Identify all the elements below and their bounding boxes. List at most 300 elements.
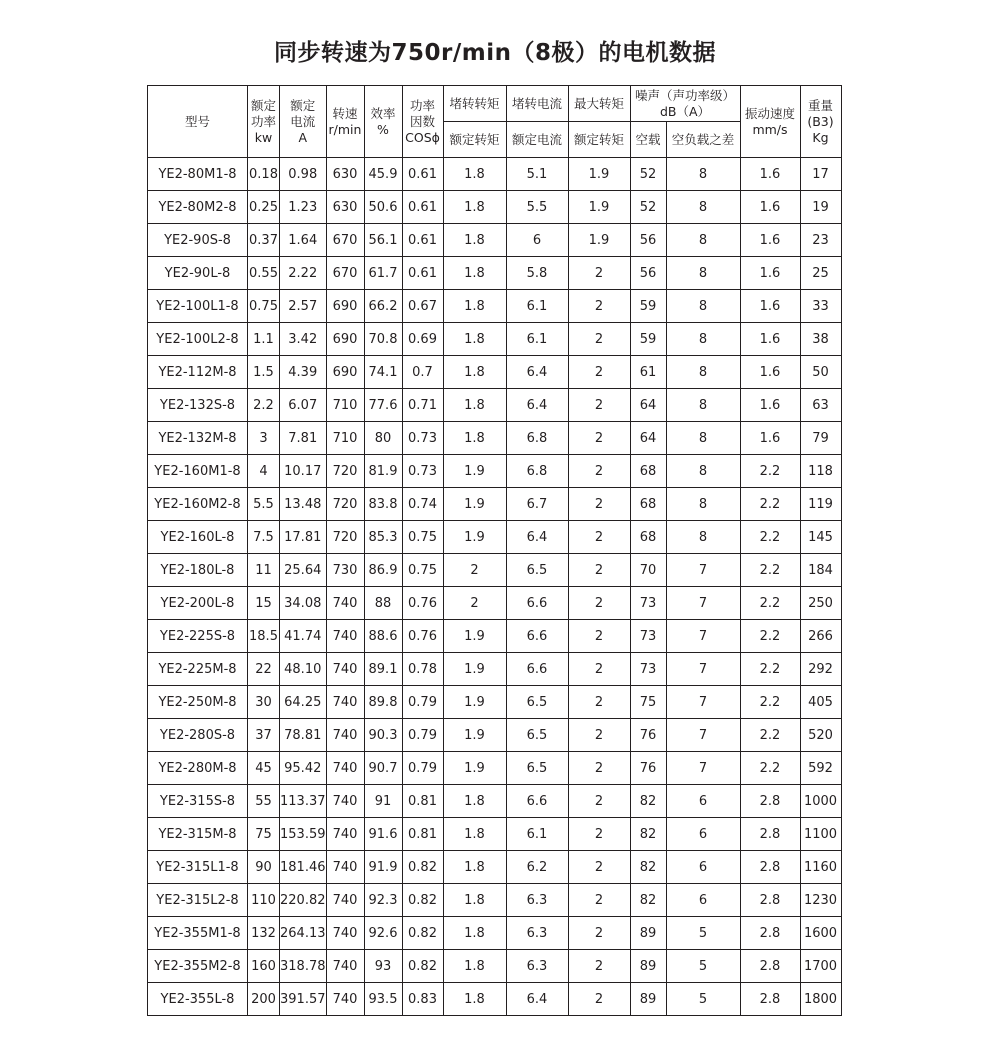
cell-rated-power: 37: [248, 719, 280, 752]
cell-model: YE2-160L-8: [148, 521, 248, 554]
cell-noise-noload: 82: [630, 818, 666, 851]
cell-max-torque-ratio: 2: [568, 719, 630, 752]
cell-weight: 1160: [800, 851, 841, 884]
cell-rated-power: 0.25: [248, 191, 280, 224]
cell-weight: 1700: [800, 950, 841, 983]
cell-efficiency: 86.9: [364, 554, 402, 587]
cell-efficiency: 93: [364, 950, 402, 983]
cell-noise-diff: 6: [666, 818, 740, 851]
cell-locked-torque-ratio: 1.8: [443, 191, 506, 224]
cell-model: YE2-280S-8: [148, 719, 248, 752]
cell-noise-diff: 8: [666, 323, 740, 356]
cell-weight: 33: [800, 290, 841, 323]
cell-vibration: 2.2: [740, 653, 800, 686]
cell-speed: 710: [326, 422, 364, 455]
cell-max-torque-ratio: 2: [568, 785, 630, 818]
cell-efficiency: 89.1: [364, 653, 402, 686]
cell-locked-torque-ratio: 1.9: [443, 752, 506, 785]
table-row: [148, 389, 842, 422]
cell-max-torque-ratio: 2: [568, 950, 630, 983]
cell-speed: 720: [326, 488, 364, 521]
cell-locked-torque-ratio: 1.8: [443, 851, 506, 884]
cell-weight: 25: [800, 257, 841, 290]
cell-noise-noload: 68: [630, 455, 666, 488]
cell-rated-power: 0.18: [248, 158, 280, 191]
cell-noise-diff: 5: [666, 983, 740, 1016]
cell-speed: 740: [326, 719, 364, 752]
cell-locked-torque-ratio: 1.8: [443, 422, 506, 455]
table-row: [148, 917, 842, 950]
cell-locked-current-ratio: 6.5: [506, 554, 568, 587]
cell-rated-current: 64.25: [280, 686, 327, 719]
cell-rated-current: 17.81: [280, 521, 327, 554]
cell-rated-current: 25.64: [280, 554, 327, 587]
header-weight: 重量 (B3) Kg: [800, 86, 841, 158]
cell-speed: 740: [326, 653, 364, 686]
cell-efficiency: 90.7: [364, 752, 402, 785]
cell-power-factor: 0.82: [402, 917, 443, 950]
cell-vibration: 2.2: [740, 455, 800, 488]
cell-power-factor: 0.82: [402, 884, 443, 917]
header-efficiency: 效率 %: [364, 86, 402, 158]
cell-weight: 250: [800, 587, 841, 620]
cell-weight: 1600: [800, 917, 841, 950]
cell-noise-diff: 6: [666, 884, 740, 917]
header-noise-noload: 空载: [630, 122, 666, 158]
header-locked-current-sub: 额定电流: [506, 122, 568, 158]
cell-speed: 740: [326, 884, 364, 917]
cell-efficiency: 88.6: [364, 620, 402, 653]
cell-power-factor: 0.75: [402, 554, 443, 587]
cell-rated-current: 391.57: [280, 983, 327, 1016]
cell-speed: 670: [326, 224, 364, 257]
cell-locked-torque-ratio: 1.9: [443, 719, 506, 752]
cell-speed: 740: [326, 752, 364, 785]
cell-power-factor: 0.76: [402, 620, 443, 653]
cell-efficiency: 81.9: [364, 455, 402, 488]
table-row: [148, 422, 842, 455]
cell-power-factor: 0.83: [402, 983, 443, 1016]
cell-vibration: 2.2: [740, 686, 800, 719]
cell-max-torque-ratio: 2: [568, 620, 630, 653]
table-row: [148, 752, 842, 785]
header-max-torque: 最大转矩: [568, 86, 630, 122]
table-row: [148, 191, 842, 224]
cell-max-torque-ratio: 2: [568, 389, 630, 422]
cell-locked-current-ratio: 6.1: [506, 818, 568, 851]
cell-rated-power: 0.75: [248, 290, 280, 323]
cell-rated-current: 1.23: [280, 191, 327, 224]
cell-model: YE2-100L2-8: [148, 323, 248, 356]
cell-model: YE2-132S-8: [148, 389, 248, 422]
table-row: [148, 290, 842, 323]
cell-rated-power: 160: [248, 950, 280, 983]
cell-speed: 690: [326, 290, 364, 323]
cell-locked-current-ratio: 6.8: [506, 455, 568, 488]
table-row: [148, 356, 842, 389]
cell-locked-torque-ratio: 1.8: [443, 818, 506, 851]
cell-noise-noload: 61: [630, 356, 666, 389]
cell-vibration: 2.2: [740, 587, 800, 620]
cell-max-torque-ratio: 2: [568, 257, 630, 290]
cell-rated-current: 7.81: [280, 422, 327, 455]
cell-weight: 184: [800, 554, 841, 587]
cell-noise-diff: 7: [666, 686, 740, 719]
cell-speed: 630: [326, 191, 364, 224]
cell-power-factor: 0.67: [402, 290, 443, 323]
cell-power-factor: 0.81: [402, 785, 443, 818]
cell-rated-current: 2.57: [280, 290, 327, 323]
cell-power-factor: 0.71: [402, 389, 443, 422]
header-locked-torque-sub: 额定转矩: [443, 122, 506, 158]
cell-vibration: 2.8: [740, 818, 800, 851]
cell-vibration: 2.2: [740, 488, 800, 521]
cell-weight: 118: [800, 455, 841, 488]
cell-rated-current: 1.64: [280, 224, 327, 257]
cell-rated-power: 3: [248, 422, 280, 455]
cell-efficiency: 89.8: [364, 686, 402, 719]
cell-locked-torque-ratio: 1.9: [443, 488, 506, 521]
cell-rated-power: 15: [248, 587, 280, 620]
cell-power-factor: 0.82: [402, 950, 443, 983]
cell-rated-power: 30: [248, 686, 280, 719]
cell-power-factor: 0.74: [402, 488, 443, 521]
cell-locked-torque-ratio: 1.8: [443, 158, 506, 191]
cell-rated-power: 110: [248, 884, 280, 917]
cell-rated-power: 2.2: [248, 389, 280, 422]
table-row: [148, 488, 842, 521]
cell-max-torque-ratio: 2: [568, 455, 630, 488]
table-row: [148, 818, 842, 851]
cell-weight: 1000: [800, 785, 841, 818]
cell-vibration: 1.6: [740, 323, 800, 356]
cell-power-factor: 0.73: [402, 455, 443, 488]
cell-efficiency: 91: [364, 785, 402, 818]
cell-power-factor: 0.76: [402, 587, 443, 620]
cell-power-factor: 0.82: [402, 851, 443, 884]
cell-vibration: 2.8: [740, 917, 800, 950]
table-header: [148, 86, 842, 158]
cell-rated-current: 95.42: [280, 752, 327, 785]
cell-model: YE2-160M2-8: [148, 488, 248, 521]
header-noise-diff: 空负载之差: [666, 122, 740, 158]
cell-rated-current: 41.74: [280, 620, 327, 653]
cell-speed: 690: [326, 323, 364, 356]
cell-rated-power: 4: [248, 455, 280, 488]
cell-efficiency: 91.9: [364, 851, 402, 884]
header-rated-current: 额定 电流 A: [280, 86, 327, 158]
cell-locked-torque-ratio: 1.9: [443, 455, 506, 488]
cell-rated-power: 90: [248, 851, 280, 884]
cell-locked-torque-ratio: 1.8: [443, 917, 506, 950]
cell-noise-noload: 89: [630, 950, 666, 983]
cell-locked-current-ratio: 6.4: [506, 356, 568, 389]
table-row: [148, 785, 842, 818]
cell-rated-power: 5.5: [248, 488, 280, 521]
cell-locked-current-ratio: 6.6: [506, 653, 568, 686]
table-row: [148, 158, 842, 191]
cell-weight: 520: [800, 719, 841, 752]
cell-speed: 740: [326, 983, 364, 1016]
cell-weight: 266: [800, 620, 841, 653]
cell-noise-diff: 5: [666, 917, 740, 950]
cell-max-torque-ratio: 1.9: [568, 191, 630, 224]
cell-vibration: 2.8: [740, 950, 800, 983]
cell-noise-noload: 76: [630, 752, 666, 785]
cell-model: YE2-355M2-8: [148, 950, 248, 983]
cell-locked-torque-ratio: 1.9: [443, 653, 506, 686]
cell-noise-diff: 7: [666, 620, 740, 653]
cell-noise-diff: 8: [666, 356, 740, 389]
cell-model: YE2-250M-8: [148, 686, 248, 719]
cell-locked-current-ratio: 6.4: [506, 389, 568, 422]
cell-power-factor: 0.79: [402, 686, 443, 719]
cell-power-factor: 0.81: [402, 818, 443, 851]
cell-vibration: 1.6: [740, 191, 800, 224]
cell-locked-torque-ratio: 1.8: [443, 785, 506, 818]
cell-noise-noload: 82: [630, 851, 666, 884]
cell-locked-current-ratio: 6.4: [506, 983, 568, 1016]
cell-speed: 740: [326, 686, 364, 719]
table-row: [148, 719, 842, 752]
cell-max-torque-ratio: 2: [568, 851, 630, 884]
header-locked-torque: 堵转转矩: [443, 86, 506, 122]
cell-noise-noload: 73: [630, 587, 666, 620]
cell-speed: 740: [326, 620, 364, 653]
cell-locked-current-ratio: 5.8: [506, 257, 568, 290]
cell-efficiency: 50.6: [364, 191, 402, 224]
cell-max-torque-ratio: 2: [568, 323, 630, 356]
cell-efficiency: 83.8: [364, 488, 402, 521]
table-row: [148, 224, 842, 257]
cell-power-factor: 0.73: [402, 422, 443, 455]
cell-rated-power: 200: [248, 983, 280, 1016]
cell-vibration: 2.2: [740, 521, 800, 554]
cell-model: YE2-315S-8: [148, 785, 248, 818]
cell-power-factor: 0.79: [402, 752, 443, 785]
cell-vibration: 1.6: [740, 356, 800, 389]
cell-max-torque-ratio: 2: [568, 752, 630, 785]
cell-weight: 145: [800, 521, 841, 554]
cell-vibration: 2.8: [740, 785, 800, 818]
header-vibration: 振动速度 mm/s: [740, 86, 800, 158]
cell-speed: 740: [326, 950, 364, 983]
cell-vibration: 1.6: [740, 422, 800, 455]
cell-vibration: 2.2: [740, 752, 800, 785]
cell-locked-current-ratio: 6.6: [506, 620, 568, 653]
cell-locked-torque-ratio: 1.8: [443, 257, 506, 290]
cell-locked-current-ratio: 6.6: [506, 587, 568, 620]
cell-model: YE2-355M1-8: [148, 917, 248, 950]
cell-noise-diff: 8: [666, 521, 740, 554]
cell-weight: 63: [800, 389, 841, 422]
cell-power-factor: 0.7: [402, 356, 443, 389]
table-row: [148, 455, 842, 488]
header-model: 型号: [148, 86, 248, 158]
cell-rated-current: 113.37: [280, 785, 327, 818]
header-locked-current: 堵转电流: [506, 86, 568, 122]
cell-max-torque-ratio: 2: [568, 884, 630, 917]
cell-model: YE2-355L-8: [148, 983, 248, 1016]
cell-model: YE2-315L2-8: [148, 884, 248, 917]
cell-noise-noload: 73: [630, 620, 666, 653]
cell-vibration: 1.6: [740, 257, 800, 290]
cell-locked-torque-ratio: 2: [443, 587, 506, 620]
cell-efficiency: 66.2: [364, 290, 402, 323]
cell-rated-current: 10.17: [280, 455, 327, 488]
cell-locked-torque-ratio: 1.8: [443, 389, 506, 422]
cell-vibration: 2.2: [740, 620, 800, 653]
cell-noise-diff: 7: [666, 653, 740, 686]
cell-noise-diff: 8: [666, 422, 740, 455]
cell-speed: 710: [326, 389, 364, 422]
cell-locked-torque-ratio: 1.9: [443, 620, 506, 653]
cell-noise-diff: 8: [666, 290, 740, 323]
cell-max-torque-ratio: 2: [568, 422, 630, 455]
cell-locked-current-ratio: 6.3: [506, 950, 568, 983]
cell-vibration: 2.8: [740, 884, 800, 917]
cell-power-factor: 0.61: [402, 257, 443, 290]
cell-locked-current-ratio: 6.3: [506, 917, 568, 950]
cell-rated-power: 55: [248, 785, 280, 818]
table-row: [148, 323, 842, 356]
cell-model: YE2-80M2-8: [148, 191, 248, 224]
cell-noise-noload: 89: [630, 917, 666, 950]
cell-speed: 720: [326, 455, 364, 488]
cell-rated-power: 132: [248, 917, 280, 950]
cell-noise-diff: 7: [666, 719, 740, 752]
cell-locked-current-ratio: 6.7: [506, 488, 568, 521]
cell-noise-noload: 73: [630, 653, 666, 686]
cell-locked-current-ratio: 6.5: [506, 686, 568, 719]
cell-noise-diff: 6: [666, 851, 740, 884]
cell-rated-current: 2.22: [280, 257, 327, 290]
header-noise: 噪声（声功率级） dB（A）: [630, 86, 740, 122]
cell-weight: 23: [800, 224, 841, 257]
cell-efficiency: 70.8: [364, 323, 402, 356]
cell-locked-current-ratio: 6.4: [506, 521, 568, 554]
cell-weight: 1230: [800, 884, 841, 917]
cell-power-factor: 0.79: [402, 719, 443, 752]
cell-noise-diff: 8: [666, 257, 740, 290]
cell-efficiency: 77.6: [364, 389, 402, 422]
cell-locked-current-ratio: 6: [506, 224, 568, 257]
cell-model: YE2-225S-8: [148, 620, 248, 653]
cell-locked-torque-ratio: 1.8: [443, 323, 506, 356]
cell-vibration: 1.6: [740, 389, 800, 422]
cell-vibration: 2.2: [740, 719, 800, 752]
table-row: [148, 554, 842, 587]
table-row: [148, 653, 842, 686]
cell-vibration: 2.8: [740, 851, 800, 884]
cell-efficiency: 91.6: [364, 818, 402, 851]
cell-speed: 690: [326, 356, 364, 389]
cell-speed: 740: [326, 818, 364, 851]
cell-noise-noload: 56: [630, 257, 666, 290]
cell-speed: 720: [326, 521, 364, 554]
cell-efficiency: 45.9: [364, 158, 402, 191]
cell-max-torque-ratio: 2: [568, 521, 630, 554]
cell-noise-noload: 70: [630, 554, 666, 587]
table-row: [148, 851, 842, 884]
cell-weight: 1800: [800, 983, 841, 1016]
cell-locked-current-ratio: 6.5: [506, 719, 568, 752]
cell-efficiency: 80: [364, 422, 402, 455]
cell-noise-noload: 64: [630, 389, 666, 422]
cell-vibration: 1.6: [740, 224, 800, 257]
cell-locked-torque-ratio: 1.9: [443, 521, 506, 554]
cell-noise-noload: 52: [630, 158, 666, 191]
cell-weight: 79: [800, 422, 841, 455]
cell-model: YE2-180L-8: [148, 554, 248, 587]
cell-efficiency: 90.3: [364, 719, 402, 752]
header-rated-power: 额定 功率 kw: [248, 86, 280, 158]
table-row: [148, 620, 842, 653]
cell-locked-current-ratio: 6.1: [506, 290, 568, 323]
cell-rated-current: 13.48: [280, 488, 327, 521]
cell-max-torque-ratio: 2: [568, 983, 630, 1016]
cell-rated-current: 6.07: [280, 389, 327, 422]
cell-max-torque-ratio: 2: [568, 917, 630, 950]
cell-locked-current-ratio: 6.8: [506, 422, 568, 455]
cell-noise-noload: 76: [630, 719, 666, 752]
cell-rated-current: 3.42: [280, 323, 327, 356]
cell-power-factor: 0.75: [402, 521, 443, 554]
cell-efficiency: 74.1: [364, 356, 402, 389]
table-row: [148, 587, 842, 620]
cell-noise-diff: 8: [666, 389, 740, 422]
cell-speed: 740: [326, 917, 364, 950]
cell-model: YE2-132M-8: [148, 422, 248, 455]
cell-noise-noload: 59: [630, 323, 666, 356]
cell-model: YE2-100L1-8: [148, 290, 248, 323]
cell-weight: 405: [800, 686, 841, 719]
cell-noise-noload: 68: [630, 521, 666, 554]
cell-rated-current: 181.46: [280, 851, 327, 884]
cell-rated-current: 0.98: [280, 158, 327, 191]
cell-max-torque-ratio: 2: [568, 818, 630, 851]
table-row: [148, 884, 842, 917]
cell-locked-current-ratio: 6.1: [506, 323, 568, 356]
cell-model: YE2-280M-8: [148, 752, 248, 785]
cell-rated-current: 4.39: [280, 356, 327, 389]
cell-noise-noload: 59: [630, 290, 666, 323]
cell-speed: 740: [326, 785, 364, 818]
cell-rated-current: 78.81: [280, 719, 327, 752]
cell-efficiency: 56.1: [364, 224, 402, 257]
cell-efficiency: 93.5: [364, 983, 402, 1016]
cell-locked-torque-ratio: 1.8: [443, 983, 506, 1016]
cell-noise-noload: 82: [630, 884, 666, 917]
cell-model: YE2-315M-8: [148, 818, 248, 851]
cell-model: YE2-315L1-8: [148, 851, 248, 884]
cell-locked-torque-ratio: 1.8: [443, 290, 506, 323]
cell-weight: 19: [800, 191, 841, 224]
cell-locked-current-ratio: 5.1: [506, 158, 568, 191]
cell-locked-torque-ratio: 1.8: [443, 884, 506, 917]
table-row: [148, 983, 842, 1016]
cell-power-factor: 0.61: [402, 191, 443, 224]
cell-noise-diff: 7: [666, 587, 740, 620]
cell-max-torque-ratio: 2: [568, 587, 630, 620]
table-row: [148, 257, 842, 290]
cell-speed: 740: [326, 587, 364, 620]
cell-max-torque-ratio: 2: [568, 686, 630, 719]
cell-max-torque-ratio: 2: [568, 554, 630, 587]
cell-locked-current-ratio: 6.3: [506, 884, 568, 917]
cell-rated-power: 11: [248, 554, 280, 587]
cell-rated-current: 264.13: [280, 917, 327, 950]
